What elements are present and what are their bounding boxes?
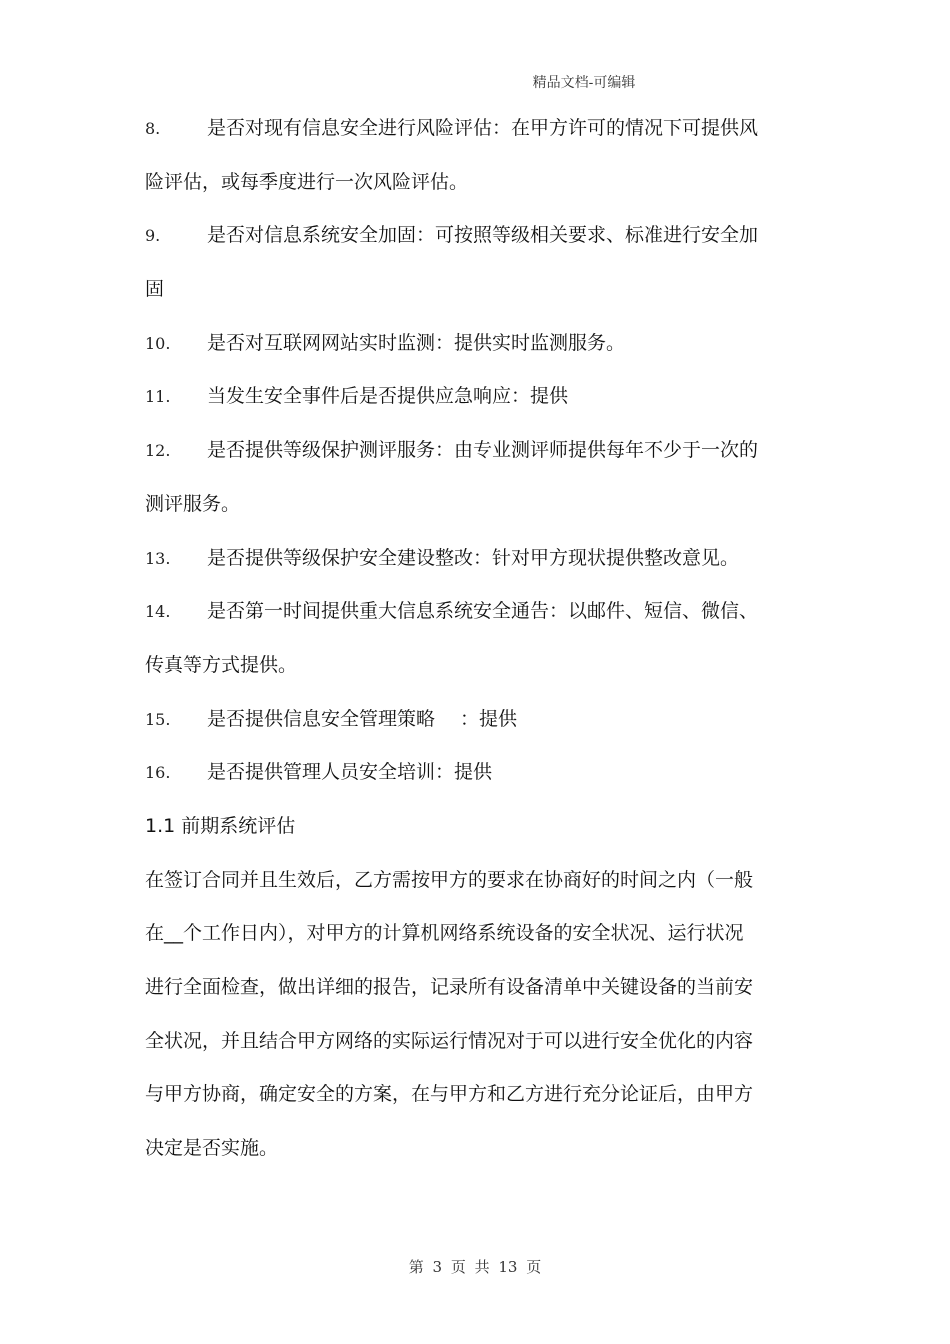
item-number: 16. [145,763,171,783]
list-item-15 [145,693,815,747]
paragraph-line: 在签订合同并且生效后，乙方需按甲方的要求在协商好的时间之内（一般 [145,868,754,891]
item-text: 是否提供等级保护安全建设整改：针对甲方现状提供整改意见。 [207,546,740,569]
list-item-8 [145,102,815,156]
list-item-14 [145,585,815,639]
item-text: 是否提供管理人员安全培训：提供 [207,761,493,784]
item-text: 是否对现有信息安全进行风险评估：在甲方许可的情况下可提供风 [207,117,759,139]
item-number: 10. [145,333,171,353]
paragraph-line: 在__个工作日内），对甲方的计算机网络系统设备的安全状况、运行状况 [145,922,744,945]
item-number: 14. [145,602,171,622]
paragraph-line: 全状况，并且结合甲方网络的实际运行情况对于可以进行安全优化的内容 [145,1029,754,1052]
item-text: 当发生安全事件后是否提供应急响应：提供 [207,385,569,408]
item-number: 13. [145,548,171,568]
item-number: 15. [145,709,171,729]
item-number: 12. [145,441,171,461]
list-item-16 [145,746,815,800]
page-header: 精品文档-可编辑 [532,75,636,91]
list-item-9 [145,209,815,263]
list-item-9-continued: 固 [145,278,165,301]
item-text: 是否对互联网网站实时监测：提供实时监测服务。 [207,331,626,354]
list-item-10 [145,317,815,371]
list-item-8-continued: 险评估，或每季度进行一次风险评估。 [145,170,469,193]
list-item-12 [145,424,815,478]
item-text: 是否第一时间提供重大信息系统安全通告：以邮件、短信、微信、 [207,600,759,623]
item-text: 是否提供信息安全管理策略 ：提供 [207,707,518,730]
list-item-13 [145,532,815,586]
item-text: 是否提供等级保护测评服务：由专业测评师提供每年不少于一次的 [207,439,759,462]
list-item-12-continued: 测评服务。 [145,492,241,515]
section-heading: 1.1 前期系统评估 [145,814,296,837]
list-item-14-continued: 传真等方式提供。 [145,653,298,676]
document-body [145,102,815,1176]
page-footer: 第 3 页 共 13 页 [408,1258,542,1276]
paragraph-line: 决定是否实施。 [145,1137,279,1160]
list-item-11 [145,370,815,424]
paragraph-line: 与甲方协商，确定安全的方案，在与甲方和乙方进行充分论证后，由甲方 [145,1083,754,1106]
item-number: 11. [145,387,171,407]
item-text: 是否对信息系统安全加固：可按照等级相关要求、标准进行安全加 [207,224,759,247]
item-number: 8. [145,119,161,138]
paragraph-line: 进行全面检查，做出详细的报告，记录所有设备清单中关键设备的当前安 [145,976,754,998]
item-number: 9. [145,226,161,246]
